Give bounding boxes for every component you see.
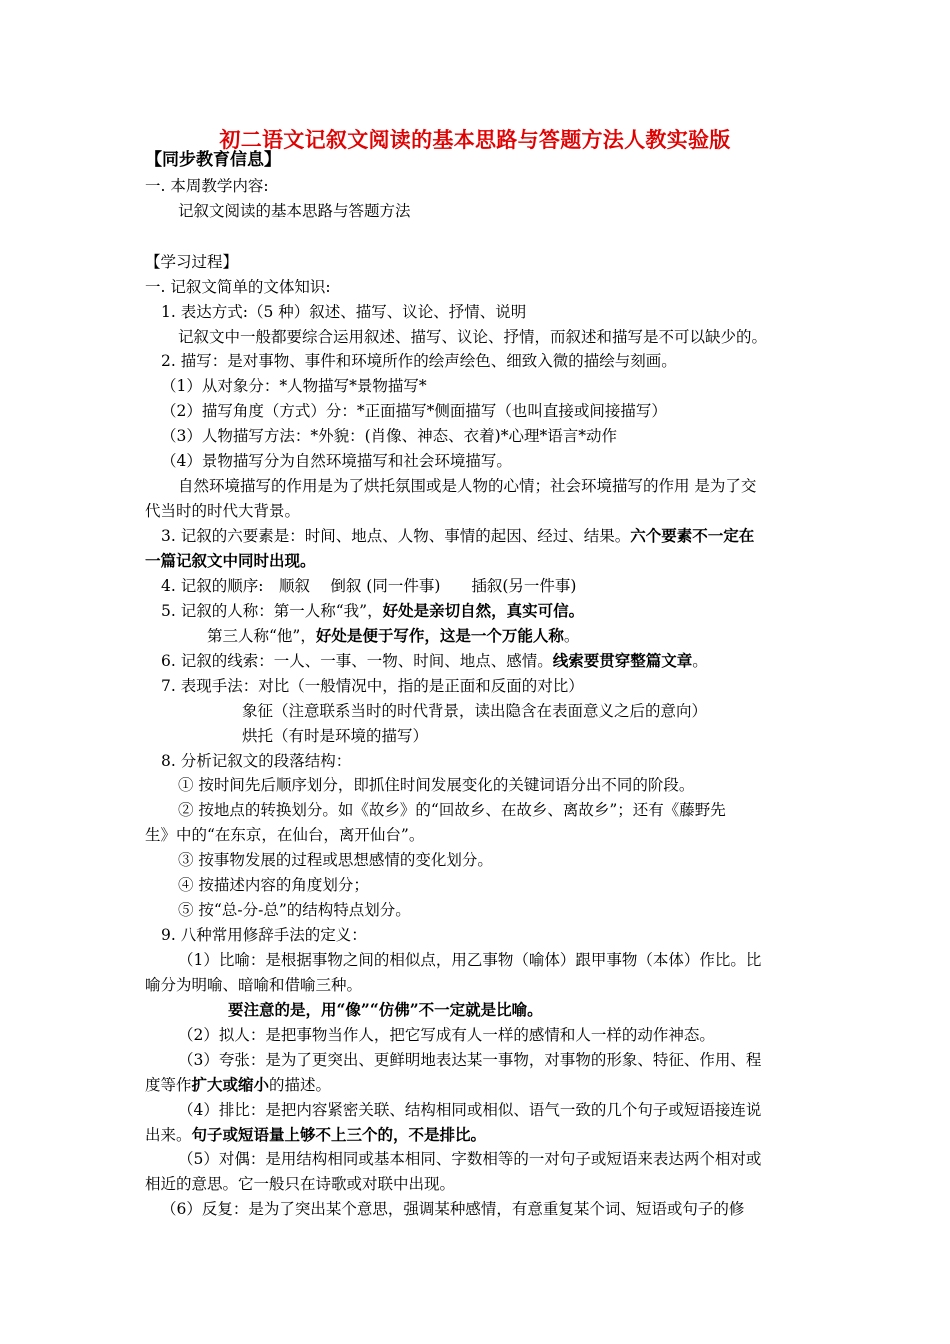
point-5b-text: 第三人称“他”， — [207, 627, 316, 645]
point-8-5: ⑤ 按“总-分-总”的结构特点划分。 — [178, 901, 411, 919]
point-9-3-end: 的描述。 — [269, 1076, 332, 1094]
point-5-text: 5. 记叙的人称：第一人称“我”， — [161, 602, 383, 620]
point-5-emphasis: 好处是亲切自然，真实可信。 — [382, 601, 585, 620]
point-8-2-line2: 生》中的“在东京，在仙台，离开仙台”。 — [145, 826, 425, 844]
document-title: 初二语文记叙文阅读的基本思路与答题方法人教实验版 — [219, 127, 731, 152]
point-6-end: 。 — [692, 652, 708, 670]
point-8-4: ④ 按描述内容的角度划分； — [178, 876, 369, 894]
point-8-2-line1: ② 按地点的转换划分。如《故乡》的“回故乡、在故乡、离故乡”；还有《藤野先 — [178, 801, 726, 819]
point-9-4-text: 出来。 — [145, 1126, 192, 1144]
point-3 — [161, 526, 826, 546]
point-2-3: （3）人物描写方法：*外貌：(肖像、神态、衣着)*心理*语言*动作 — [161, 427, 617, 445]
point-7-symbolism: 象征（注意联系当时的时代背景，读出隐含在表面意义之后的意向） — [242, 702, 708, 720]
point-1-detail: 记叙文中一般都要综合运用叙述、描写、议论、抒情，而叙述和描写是不可以缺少的。 — [178, 328, 768, 346]
point-9-1-line2: 喻分为明喻、暗喻和借喻三种。 — [145, 976, 363, 994]
point-2-5-line2: 代当时的时代大背景。 — [145, 502, 301, 520]
knowledge-heading: 一. 记叙文简单的文体知识: — [145, 278, 331, 296]
point-2-2: （2）描写角度（方式）分：*正面描写*侧面描写（也叫直接或间接描写） — [161, 402, 667, 420]
point-6-text: 6. 记叙的线索：一人、一事、一物、时间、地点、感情。 — [161, 652, 553, 670]
point-2: 2. 描写：是对事物、事件和环境所作的绘声绘色、细致入微的描绘与刻画。 — [161, 352, 677, 370]
content-text: 记叙文阅读的基本思路与答题方法 — [178, 202, 411, 220]
point-2-1: （1）从对象分：*人物描写*景物描写* — [161, 377, 427, 395]
point-9-6-line1: （6）反复：是为了突出某个意思，强调某种感情，有意重复某个词、短语或句子的修 — [161, 1200, 745, 1218]
point-8: 8. 分析记叙文的段落结构： — [161, 752, 352, 770]
point-9-5-line1: （5）对偶：是用结构相同或基本相同、字数相等的一对句子或短语来表达两个相对或 — [178, 1150, 762, 1168]
point-9-3-line1: （3）夸张：是为了更突出、更鲜明地表达某一事物，对事物的形象、特征、作用、程 — [178, 1051, 762, 1069]
point-9-3-emphasis: 扩大或缩小 — [191, 1075, 270, 1094]
point-9-2: （2）拟人：是把事物当作人，把它写成有人一样的感情和人一样的动作神态。 — [178, 1026, 715, 1044]
point-2-4: （4）景物描写分为自然环境描写和社会环境描写。 — [161, 452, 512, 470]
point-4: 4. 记叙的顺序: 顺叙 倒叙 (同一件事) 插叙(另一件事) — [161, 577, 577, 595]
point-8-1: ① 按时间先后顺序划分，即抓住时间发展变化的关键词语分出不同的阶段。 — [178, 776, 695, 794]
point-1: 1. 表达方式:（5 种）叙述、描写、议论、抒情、说明 — [161, 303, 527, 321]
point-9-3-text: 度等作 — [145, 1076, 192, 1094]
point-5 — [161, 601, 826, 621]
point-3-emphasis: 六个要素不一定在 — [630, 526, 755, 545]
process-heading: 【学习过程】 — [145, 253, 239, 271]
point-9: 9. 八种常用修辞手法的定义： — [161, 926, 367, 944]
point-6 — [161, 651, 826, 671]
point-7-contrast: 烘托（有时是环境的描写） — [242, 727, 429, 745]
point-9-1-line1: （1）比喻：是根据事物之间的相似点，用乙事物（喻体）跟甲事物（本体）作比。比 — [178, 951, 762, 969]
point-9-3-line2 — [145, 1075, 810, 1095]
point-5b-end: 。 — [563, 627, 580, 645]
content-heading: 一. 本周教学内容: — [145, 177, 269, 195]
point-6-emphasis: 线索要贯穿整篇文章 — [552, 651, 693, 670]
point-9-1-note: 要注意的是，用“像”“仿佛”不一定就是比喻。 — [228, 1000, 543, 1019]
point-5-third-person — [207, 626, 872, 646]
point-9-4-line2 — [145, 1125, 810, 1145]
point-3-continued: 一篇记叙文中同时出现。 — [145, 551, 316, 570]
point-7: 7. 表现手法：对比（一般情况中，指的是正面和反面的对比） — [161, 677, 584, 695]
point-9-4-emphasis: 句子或短语量上够不上三个的，不是排比。 — [191, 1125, 487, 1144]
sync-info-heading: 【同步教育信息】 — [145, 150, 281, 170]
point-3-text: 3. 记叙的六要素是：时间、地点、人物、事情的起因、经过、结果。 — [161, 527, 631, 545]
point-2-5-line1: 自然环境描写的作用是为了烘托氛围或是人物的心情；社会环境描写的作用 是为了交 — [178, 477, 757, 495]
point-5b-emphasis: 好处是便于写作，这是一个万能人称 — [315, 626, 564, 645]
point-8-3: ③ 按事物发展的过程或思想感情的变化划分。 — [178, 851, 493, 869]
point-9-5-line2: 相近的意思。它一般只在诗歌或对联中出现。 — [145, 1175, 456, 1193]
point-9-4-line1: （4）排比：是把内容紧密关联、结构相同或相似、语气一致的几个句子或短语接连说 — [178, 1101, 762, 1119]
